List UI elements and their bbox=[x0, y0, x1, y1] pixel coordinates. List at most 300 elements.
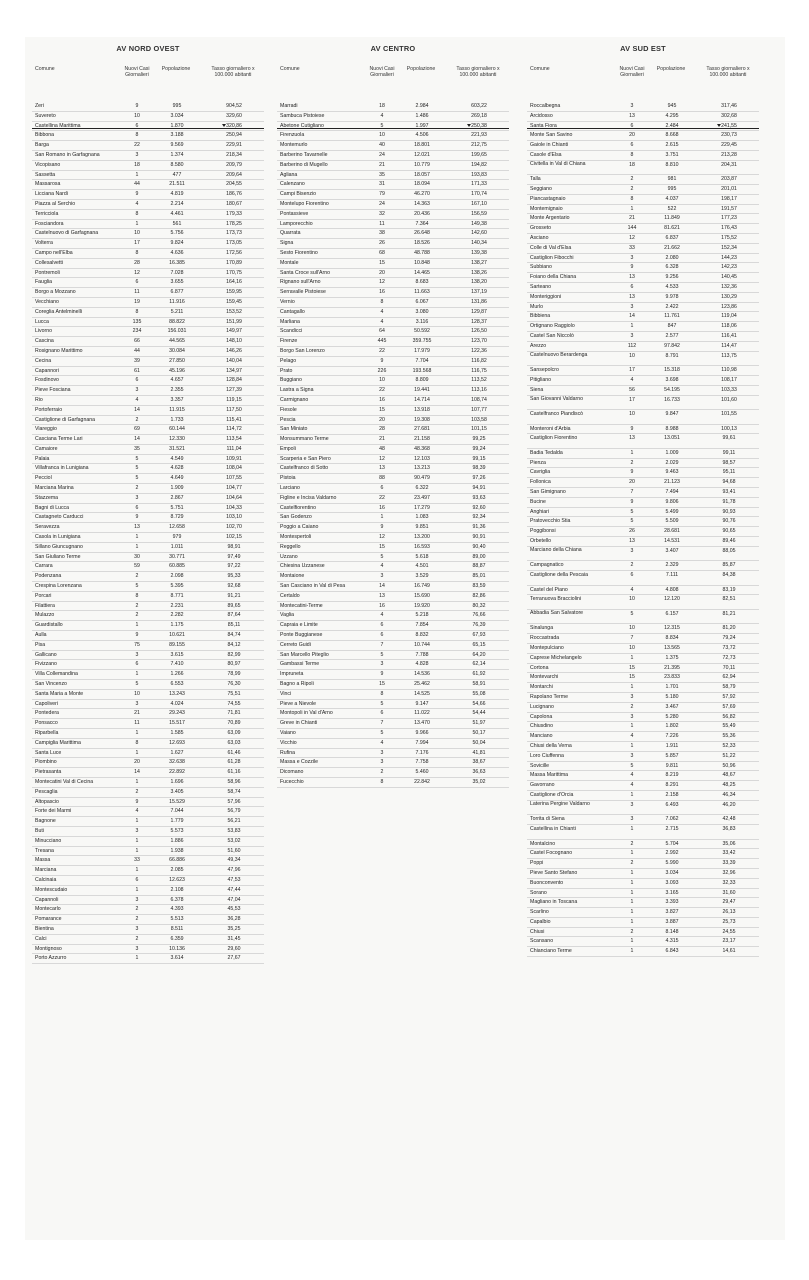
cell-tasso: 110,98 bbox=[721, 367, 737, 374]
cell-popolazione: 89.155 bbox=[169, 641, 185, 648]
cell-popolazione: 6.837 bbox=[665, 235, 679, 242]
table-row bbox=[527, 122, 759, 132]
table-row bbox=[277, 670, 509, 680]
cell-comune: Rapolano Terme bbox=[530, 693, 568, 700]
cell-nuovi-casi: 3 bbox=[135, 925, 139, 932]
header-comune[interactable]: Comune bbox=[35, 66, 55, 72]
table-row bbox=[277, 122, 509, 132]
cell-nuovi-casi: 16 bbox=[379, 504, 385, 511]
cell-nuovi-casi: 10 bbox=[629, 644, 635, 651]
cell-popolazione: 20.436 bbox=[414, 210, 430, 217]
cell-popolazione: 5.618 bbox=[415, 553, 429, 560]
cell-comune: Marciano della Chiana bbox=[530, 547, 582, 554]
table-row bbox=[32, 131, 264, 141]
cell-comune: Pontassieve bbox=[280, 210, 309, 217]
cell-popolazione: 6.322 bbox=[415, 485, 429, 492]
cell-popolazione: 1.009 bbox=[665, 449, 679, 456]
cell-tasso: 92,68 bbox=[227, 583, 241, 590]
cell-comune: Massa Marittima bbox=[530, 772, 569, 779]
cell-nuovi-casi: 3 bbox=[630, 752, 634, 759]
cell-nuovi-casi: 144 bbox=[627, 225, 637, 232]
table-row bbox=[527, 644, 759, 654]
cell-nuovi-casi: 11 bbox=[134, 289, 140, 296]
cell-nuovi-casi: 11 bbox=[379, 220, 385, 227]
cell-comune: Vicopisano bbox=[35, 161, 61, 168]
table-row bbox=[32, 523, 264, 533]
table-row bbox=[527, 263, 759, 273]
cell-tasso: 94,91 bbox=[472, 485, 486, 492]
table-row bbox=[527, 634, 759, 644]
cell-tasso: 104,33 bbox=[226, 504, 242, 511]
cell-comune: Portoferraio bbox=[35, 406, 63, 413]
cell-tasso: 229,45 bbox=[721, 142, 737, 149]
cell-comune: Pisa bbox=[35, 641, 46, 648]
cell-comune: Monsummano Terme bbox=[280, 436, 329, 443]
table-row bbox=[32, 582, 264, 592]
table-row bbox=[277, 445, 509, 455]
cell-popolazione: 13.200 bbox=[414, 534, 430, 541]
table-row bbox=[32, 788, 264, 798]
cell-comune: Castel Focognano bbox=[530, 850, 573, 857]
cell-comune: Gavorrano bbox=[530, 782, 555, 789]
cell-comune: Buonconvento bbox=[530, 879, 564, 886]
cell-comune: Montespertoli bbox=[280, 534, 312, 541]
table-row bbox=[527, 488, 759, 498]
cell-tasso: 119,15 bbox=[226, 396, 242, 403]
cell-comune: Castiglione della Pescaia bbox=[530, 571, 588, 578]
cell-comune: Empoli bbox=[280, 445, 296, 452]
cell-popolazione: 9.824 bbox=[170, 240, 184, 247]
cell-popolazione: 30.771 bbox=[169, 553, 185, 560]
cell-popolazione: 7.226 bbox=[665, 733, 679, 740]
table-row bbox=[32, 915, 264, 925]
cell-tasso: 186,76 bbox=[226, 191, 242, 198]
table-row bbox=[527, 102, 759, 112]
cell-tasso: 83,19 bbox=[722, 586, 736, 593]
table-row bbox=[32, 778, 264, 788]
table-row bbox=[277, 406, 509, 416]
cell-popolazione: 2.615 bbox=[665, 142, 679, 149]
cell-nuovi-casi: 10 bbox=[134, 690, 140, 697]
table-row bbox=[32, 318, 264, 328]
cell-nuovi-casi: 1 bbox=[135, 886, 139, 893]
header-nuovi-casi[interactable]: Nuovi Casi Giornalieri bbox=[619, 66, 645, 78]
cell-nuovi-casi: 1 bbox=[135, 837, 139, 844]
cell-nuovi-casi: 112 bbox=[627, 342, 637, 349]
cell-comune: Dicomano bbox=[280, 769, 304, 776]
header-comune[interactable]: Comune bbox=[280, 66, 300, 72]
table-row bbox=[277, 259, 509, 269]
cell-comune: Pitigliano bbox=[530, 376, 552, 383]
cell-comune: Chiusi della Verna bbox=[530, 742, 572, 749]
table-row bbox=[32, 151, 264, 161]
cell-nuovi-casi: 75 bbox=[134, 641, 140, 648]
table-row bbox=[527, 947, 759, 957]
cell-tasso: 122,36 bbox=[471, 347, 487, 354]
table-row bbox=[277, 700, 509, 710]
cell-comune: Firenze bbox=[280, 338, 298, 345]
cell-nuovi-casi: 4 bbox=[630, 782, 634, 789]
cell-popolazione: 5.180 bbox=[665, 693, 679, 700]
header-nuovi-casi[interactable]: Nuovi Casi Giornalieri bbox=[124, 66, 150, 78]
cell-tasso: 48,25 bbox=[722, 782, 736, 789]
cell-nuovi-casi: 13 bbox=[379, 592, 385, 599]
cell-comune: Sambuca Pistoiese bbox=[280, 112, 325, 119]
cell-tasso: 36,63 bbox=[472, 769, 486, 776]
cell-popolazione: 7.364 bbox=[415, 220, 429, 227]
cell-nuovi-casi: 13 bbox=[629, 274, 635, 281]
cell-nuovi-casi: 8 bbox=[380, 778, 384, 785]
cell-popolazione: 5.509 bbox=[665, 518, 679, 525]
cell-tasso: 132,36 bbox=[721, 284, 737, 291]
cell-tasso: 90,40 bbox=[472, 543, 486, 550]
cell-nuovi-casi: 7 bbox=[630, 635, 634, 642]
cell-popolazione: 2.158 bbox=[665, 791, 679, 798]
cell-popolazione: 8.683 bbox=[415, 279, 429, 286]
table-row bbox=[32, 670, 264, 680]
cell-tasso: 180,67 bbox=[226, 200, 242, 207]
cell-tasso: 603,22 bbox=[471, 103, 487, 109]
cell-comune: Licciana Nardi bbox=[35, 191, 68, 198]
cell-comune: Civitella in Val di Chiana bbox=[530, 161, 586, 168]
cell-tasso: 175,52 bbox=[721, 235, 737, 242]
table-row bbox=[527, 732, 759, 742]
cell-nuovi-casi: 21 bbox=[134, 710, 140, 717]
header-comune[interactable]: Comune bbox=[530, 66, 550, 72]
cell-comune: Bibbiena bbox=[530, 313, 551, 320]
cell-nuovi-casi: 5 bbox=[380, 730, 384, 736]
cell-nuovi-casi: 20 bbox=[379, 269, 385, 276]
cell-tasso: 51,97 bbox=[472, 720, 486, 727]
cell-tasso: 218,34 bbox=[226, 151, 242, 158]
header-tasso[interactable]: Tasso giornaliero x 100.000 abitanti bbox=[211, 66, 255, 78]
cell-tasso: 57,69 bbox=[722, 703, 736, 710]
table-row bbox=[527, 664, 759, 674]
cell-comune: Arezzo bbox=[530, 342, 547, 349]
table-row bbox=[32, 553, 264, 563]
cell-nuovi-casi: 8 bbox=[630, 195, 634, 202]
cell-nuovi-casi: 4 bbox=[630, 586, 634, 593]
table-row bbox=[527, 571, 759, 586]
cell-popolazione: 25.462 bbox=[414, 681, 430, 688]
cell-tasso: 139,38 bbox=[471, 249, 487, 256]
cell-comune: Montecarlo bbox=[35, 906, 61, 913]
cell-nuovi-casi: 12 bbox=[134, 269, 140, 276]
cell-nuovi-casi: 3 bbox=[380, 661, 384, 668]
cell-tasso: 99,24 bbox=[472, 445, 486, 452]
table-row bbox=[527, 342, 759, 352]
cell-popolazione: 23.833 bbox=[664, 674, 680, 681]
cell-popolazione: 12.693 bbox=[169, 739, 185, 746]
table-row bbox=[277, 269, 509, 279]
cell-tasso: 24,55 bbox=[722, 928, 736, 935]
cell-nuovi-casi: 7 bbox=[380, 641, 384, 648]
table-row bbox=[277, 621, 509, 631]
cell-comune: Gallicano bbox=[35, 651, 57, 658]
cell-comune: Podenzana bbox=[35, 573, 62, 580]
cell-nuovi-casi: 3 bbox=[380, 759, 384, 766]
cell-tasso: 73,72 bbox=[722, 644, 736, 651]
cell-popolazione: 4.037 bbox=[665, 195, 679, 202]
cell-tasso: 47,04 bbox=[227, 896, 241, 903]
cell-popolazione: 10.779 bbox=[414, 161, 430, 168]
cell-tasso: 35,06 bbox=[722, 840, 736, 847]
cell-comune: Livorno bbox=[35, 328, 53, 335]
cell-tasso: 92,34 bbox=[472, 514, 486, 521]
cell-comune: Arcidosso bbox=[530, 112, 553, 119]
cell-comune: Bientina bbox=[35, 925, 54, 932]
cell-tasso: 46,34 bbox=[722, 791, 736, 798]
header-nuovi-casi[interactable]: Nuovi Casi Giornalieri bbox=[369, 66, 395, 78]
table-row bbox=[277, 474, 509, 484]
cell-tasso: 82,99 bbox=[227, 651, 241, 658]
cell-tasso: 52,33 bbox=[722, 742, 736, 749]
cell-nuovi-casi: 10 bbox=[629, 411, 635, 418]
cell-tasso: 317,46 bbox=[721, 103, 737, 109]
cell-popolazione: 16.733 bbox=[664, 396, 680, 403]
cell-comune: Cecina bbox=[35, 357, 52, 364]
cell-comune: Terranuova Bracciolini bbox=[530, 595, 582, 602]
table-row bbox=[527, 303, 759, 313]
cell-popolazione: 26.648 bbox=[414, 230, 430, 237]
cell-popolazione: 2.484 bbox=[665, 122, 679, 129]
cell-tasso: 302,68 bbox=[721, 112, 737, 119]
cell-tasso: 50,04 bbox=[472, 739, 486, 746]
cell-nuovi-casi: 7 bbox=[380, 720, 384, 727]
cell-comune: Suvereto bbox=[35, 112, 56, 119]
cell-popolazione: 9.256 bbox=[665, 274, 679, 281]
cell-popolazione: 1.266 bbox=[170, 671, 184, 678]
cell-popolazione: 17.979 bbox=[414, 347, 430, 354]
cell-nuovi-casi: 1 bbox=[135, 867, 139, 874]
cell-popolazione: 1.997 bbox=[415, 122, 429, 129]
cell-nuovi-casi: 24 bbox=[379, 151, 385, 158]
cell-tasso: 23,17 bbox=[722, 938, 736, 945]
cell-comune: Montevarchi bbox=[530, 674, 559, 681]
table-row bbox=[32, 161, 264, 171]
cell-popolazione: 31.521 bbox=[169, 445, 185, 452]
cell-popolazione: 4.501 bbox=[415, 563, 429, 570]
cell-tasso: 98,57 bbox=[722, 459, 736, 466]
cell-comune: Campo nell'Elba bbox=[35, 249, 73, 256]
cell-nuovi-casi: 1 bbox=[630, 449, 634, 456]
table-row bbox=[527, 898, 759, 908]
cell-popolazione: 3.529 bbox=[415, 573, 429, 580]
cell-nuovi-casi: 234 bbox=[132, 328, 142, 335]
cell-popolazione: 2.355 bbox=[170, 387, 184, 394]
cell-tasso: 129,87 bbox=[471, 308, 487, 315]
cell-popolazione: 90.479 bbox=[414, 475, 430, 482]
cell-popolazione: 12.120 bbox=[664, 596, 680, 603]
cell-comune: Sorano bbox=[530, 889, 547, 896]
cell-tasso: 26,13 bbox=[722, 909, 736, 916]
cell-nuovi-casi: 5 bbox=[135, 465, 139, 472]
table-row bbox=[527, 293, 759, 303]
cell-nuovi-casi: 3 bbox=[135, 896, 139, 903]
cell-popolazione: 1.627 bbox=[170, 749, 184, 756]
header-tasso[interactable]: Tasso giornaliero x 100.000 abitanti bbox=[706, 66, 750, 78]
cell-popolazione: 60.885 bbox=[169, 563, 185, 570]
table-row bbox=[277, 337, 509, 347]
cell-nuovi-casi: 56 bbox=[629, 386, 635, 393]
cell-nuovi-casi: 1 bbox=[630, 826, 634, 833]
table-row bbox=[527, 332, 759, 342]
table-row bbox=[32, 572, 264, 582]
header-popolazione[interactable]: Popolazione bbox=[656, 66, 686, 72]
cell-popolazione: 6.378 bbox=[170, 896, 184, 903]
table-row bbox=[277, 690, 509, 700]
cell-comune: San Vincenzo bbox=[35, 681, 67, 688]
table-row bbox=[527, 547, 759, 562]
table-row bbox=[32, 719, 264, 729]
cell-popolazione: 1.733 bbox=[170, 416, 184, 423]
cell-popolazione: 3.751 bbox=[665, 151, 679, 158]
cell-tasso: 63,09 bbox=[227, 730, 241, 736]
cell-tasso: 82,86 bbox=[472, 592, 486, 599]
cell-tasso: 97,49 bbox=[227, 553, 241, 560]
cell-popolazione: 2.715 bbox=[665, 826, 679, 833]
cell-comune: Bagni di Lucca bbox=[35, 504, 70, 511]
cell-comune: Marliana bbox=[280, 318, 300, 325]
cell-nuovi-casi: 20 bbox=[134, 759, 140, 766]
cell-comune: Siena bbox=[530, 386, 544, 393]
cell-nuovi-casi: 6 bbox=[135, 377, 139, 384]
table-row bbox=[32, 954, 264, 964]
cell-popolazione: 847 bbox=[667, 323, 677, 330]
cell-tasso: 116,41 bbox=[721, 333, 737, 340]
cell-comune: Montecatini Val di Cecina bbox=[35, 778, 94, 785]
cell-tasso: 63,03 bbox=[227, 739, 241, 746]
table-row bbox=[527, 693, 759, 703]
cell-popolazione: 1.375 bbox=[665, 654, 679, 661]
header-tasso[interactable]: Tasso giornaliero x 100.000 abitanti bbox=[456, 66, 500, 78]
header-popolazione[interactable]: Popolazione bbox=[161, 66, 191, 72]
cell-popolazione: 3.034 bbox=[170, 112, 184, 119]
table-row bbox=[32, 817, 264, 827]
cell-popolazione: 19.920 bbox=[414, 602, 430, 609]
cell-tasso: 176,43 bbox=[721, 225, 737, 232]
cell-comune: Barberino Tavarnelle bbox=[280, 151, 328, 158]
table-row bbox=[527, 673, 759, 683]
table-row bbox=[527, 396, 759, 411]
cell-nuovi-casi: 2 bbox=[630, 186, 634, 193]
cell-popolazione: 9.463 bbox=[665, 469, 679, 476]
cell-popolazione: 8.511 bbox=[170, 925, 184, 932]
cell-comune: Montescudaio bbox=[35, 886, 68, 893]
table-row bbox=[277, 641, 509, 651]
cell-tasso: 27,67 bbox=[227, 955, 241, 962]
cell-tasso: 67,93 bbox=[472, 632, 486, 639]
header-popolazione[interactable]: Popolazione bbox=[406, 66, 436, 72]
cell-comune: Santa Fiora bbox=[530, 122, 557, 129]
cell-tasso: 204,31 bbox=[721, 161, 737, 168]
cell-popolazione: 7.028 bbox=[170, 269, 184, 276]
table-row bbox=[527, 175, 759, 185]
cell-comune: Coreglia Antelminelli bbox=[35, 308, 82, 315]
cell-comune: Altopascio bbox=[35, 798, 59, 805]
cell-nuovi-casi: 2 bbox=[135, 788, 139, 795]
cell-popolazione: 2.231 bbox=[170, 602, 184, 609]
cell-popolazione: 8.810 bbox=[665, 161, 679, 168]
cell-comune: Pieve a Nievole bbox=[280, 700, 317, 707]
cell-comune: Seravezza bbox=[35, 524, 60, 531]
cell-tasso: 203,87 bbox=[721, 176, 737, 183]
cell-comune: Pienza bbox=[530, 459, 546, 466]
cell-nuovi-casi: 16 bbox=[379, 602, 385, 609]
cell-comune: Campi Bisenzio bbox=[280, 191, 317, 198]
table-row bbox=[527, 849, 759, 859]
cell-popolazione: 4.649 bbox=[170, 475, 184, 482]
cell-nuovi-casi: 5 bbox=[630, 610, 634, 617]
cell-popolazione: 4.549 bbox=[170, 455, 184, 462]
cell-tasso: 151,99 bbox=[226, 318, 242, 325]
cell-nuovi-casi: 9 bbox=[630, 264, 634, 271]
cell-nuovi-casi: 26 bbox=[379, 240, 385, 247]
cell-nuovi-casi: 31 bbox=[379, 181, 385, 188]
table-row bbox=[277, 533, 509, 543]
cell-nuovi-casi: 6 bbox=[380, 622, 384, 629]
cell-tasso: 91,36 bbox=[472, 524, 486, 531]
cell-popolazione: 5.211 bbox=[170, 308, 184, 315]
table-row bbox=[32, 602, 264, 612]
cell-nuovi-casi: 1 bbox=[135, 818, 139, 825]
table-row bbox=[527, 791, 759, 801]
cell-popolazione: 1.779 bbox=[170, 818, 184, 825]
table-row bbox=[277, 141, 509, 151]
table-row bbox=[32, 680, 264, 690]
cell-tasso: 170,74 bbox=[471, 191, 487, 198]
cell-nuovi-casi: 8 bbox=[135, 249, 139, 256]
cell-popolazione: 60.144 bbox=[169, 426, 185, 433]
table-row bbox=[32, 122, 264, 132]
cell-tasso: 54,66 bbox=[472, 700, 486, 707]
table-row bbox=[277, 367, 509, 377]
cell-comune: Impruneta bbox=[280, 671, 304, 678]
cell-tasso: 42,48 bbox=[722, 816, 736, 823]
cell-popolazione: 7.111 bbox=[665, 572, 679, 579]
cell-tasso: 153,52 bbox=[226, 308, 242, 315]
cell-nuovi-casi: 20 bbox=[629, 479, 635, 486]
table-row bbox=[32, 905, 264, 915]
cell-nuovi-casi: 13 bbox=[629, 537, 635, 544]
cell-popolazione: 15.690 bbox=[414, 592, 430, 599]
cell-comune: Certaldo bbox=[280, 592, 300, 599]
cell-nuovi-casi: 1 bbox=[630, 869, 634, 876]
cell-comune: Bibbona bbox=[35, 132, 55, 139]
cell-comune: Agliana bbox=[280, 171, 298, 178]
cell-popolazione: 4.808 bbox=[665, 586, 679, 593]
cell-comune: Anghiari bbox=[530, 508, 550, 515]
cell-nuovi-casi: 13 bbox=[629, 293, 635, 300]
table-row bbox=[527, 112, 759, 122]
table-row bbox=[277, 778, 509, 788]
table-row bbox=[527, 840, 759, 850]
cell-nuovi-casi: 10 bbox=[134, 230, 140, 237]
cell-popolazione: 15.318 bbox=[664, 367, 680, 374]
cell-tasso: 33,42 bbox=[722, 850, 736, 857]
table-row bbox=[277, 210, 509, 220]
cell-nuovi-casi: 4 bbox=[380, 308, 384, 315]
cell-comune: Pieve Santo Stefano bbox=[530, 869, 578, 876]
cell-tasso: 85,11 bbox=[227, 622, 241, 629]
cell-popolazione: 9.966 bbox=[415, 730, 429, 736]
cell-popolazione: 5.704 bbox=[665, 840, 679, 847]
cell-popolazione: 193.568 bbox=[412, 367, 432, 374]
cell-popolazione: 4.828 bbox=[415, 661, 429, 668]
cell-comune: Grosseto bbox=[530, 225, 552, 232]
cell-popolazione: 1.374 bbox=[170, 151, 184, 158]
cell-nuovi-casi: 20 bbox=[629, 132, 635, 139]
